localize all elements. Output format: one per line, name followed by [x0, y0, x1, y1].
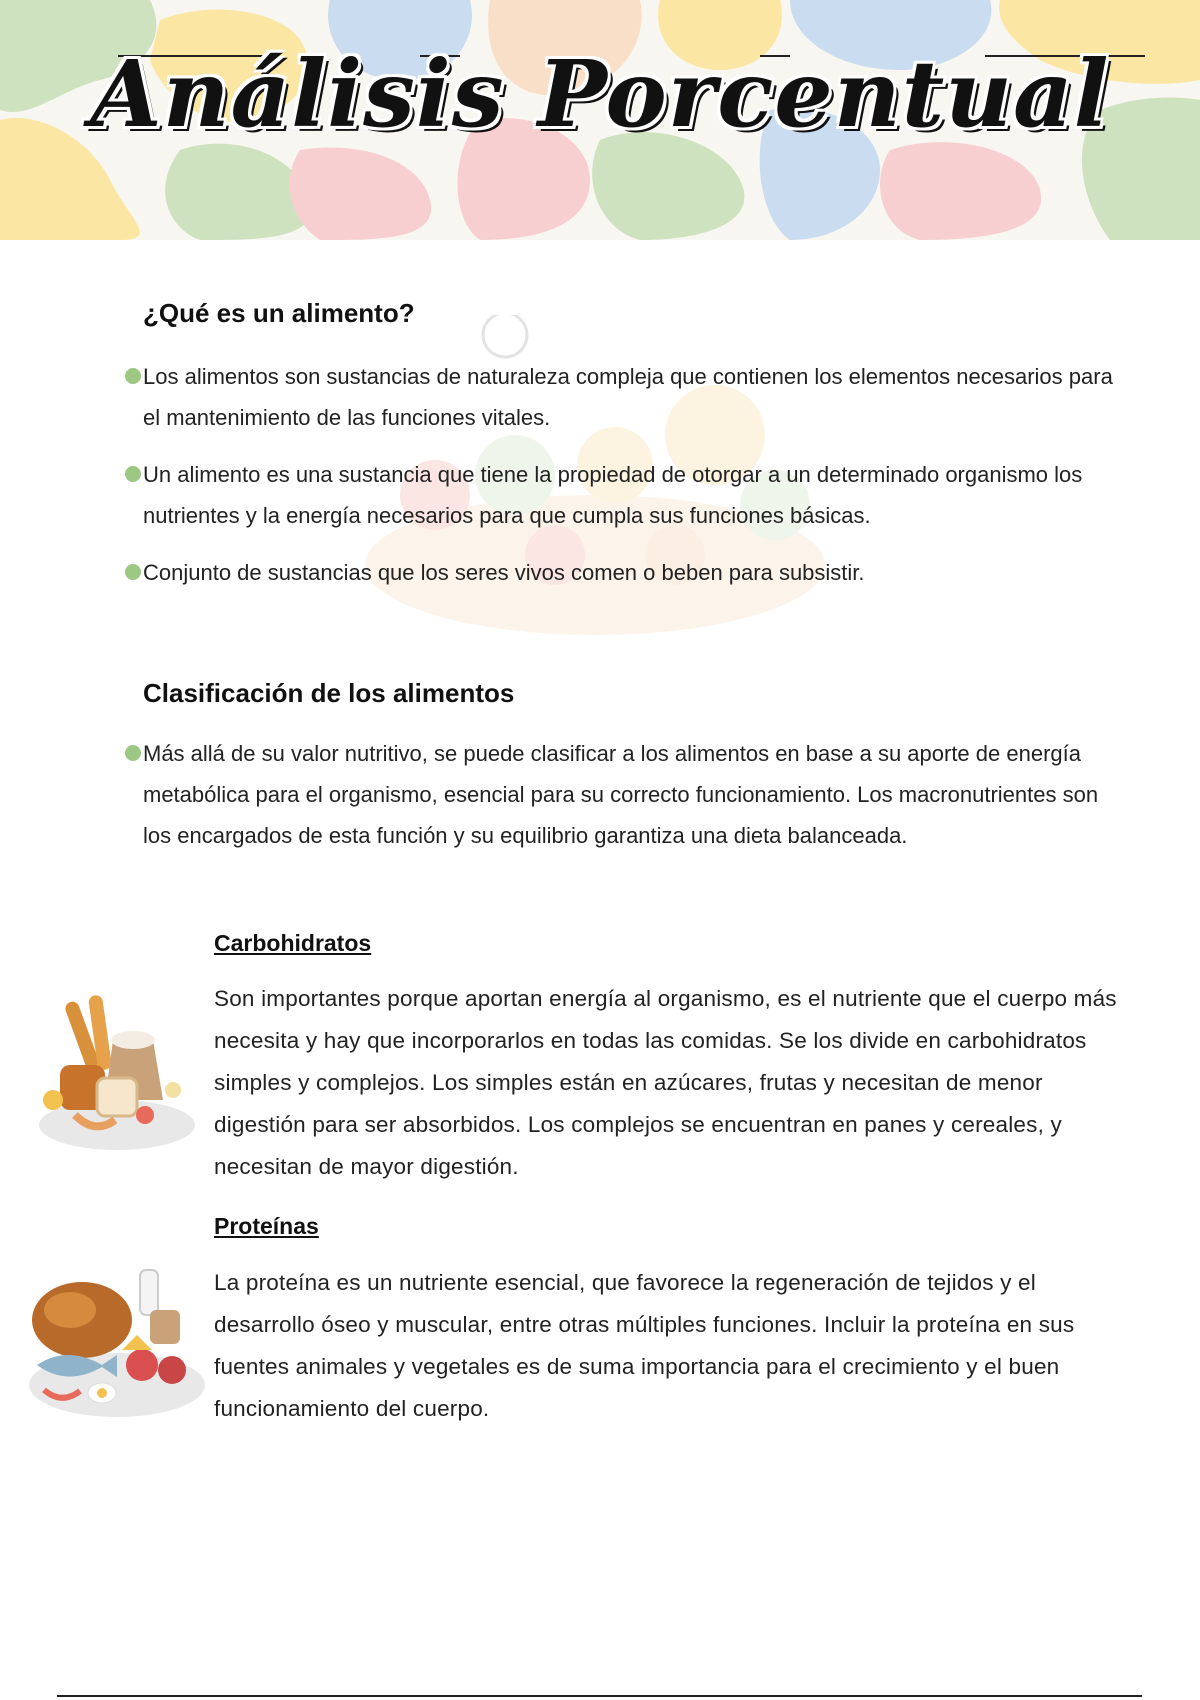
bullet-dot [125, 745, 141, 761]
paragraph-clasificacion-intro: Más allá de su valor nutritivo, se puede clasificar a los alimentos en base a su aporte de energía metabólica para el organismo, esencial para su correcto funcionamiento. Los macronutrientes son los encargados de esta función y su equilibrio garantiza una dieta balanceada. [143, 741, 1099, 848]
paragraph-bullet-3: Conjunto de sustancias que los seres vivos comen o beben para subsistir. [143, 560, 865, 585]
section-heading-que-es-alimento: ¿Qué es un alimento? [143, 298, 415, 328]
protein-foods-icon [22, 1265, 207, 1420]
paragraph-proteinas: La proteína es un nutriente esencial, que favorece la regeneración de tejidos y el desarrollo óseo y muscular, entre otras múltiples funciones. Incluir la proteína en sus fuentes animales y vegetales es de suma importancia para el crecimiento y el buen funcionamiento del cuerpo. [214, 1270, 1075, 1421]
bullet-dot [125, 368, 141, 384]
paragraph-bullet-1: Los alimentos son sustancias de naturaleza compleja que contienen los elementos necesarios para el mantenimiento de las funciones vitales. [143, 364, 1113, 430]
section-heading-clasificacion: Clasificación de los alimentos [143, 678, 515, 708]
page-title: Análisis Porcentual [90, 40, 1110, 148]
bullet-dot [125, 466, 141, 482]
subheading-proteinas: Proteínas [214, 1213, 319, 1239]
paragraph-bullet-2: Un alimento es una sustancia que tiene la propiedad de otorgar a un determinado organismo los nutrientes y la energía necesarios para que cumpla sus funciones básicas. [143, 462, 1083, 528]
bread-basket-icon [35, 990, 200, 1155]
footer-rule [57, 1695, 1142, 1697]
bullet-dot [125, 564, 141, 580]
paragraph-carbohidratos: Son importantes porque aportan energía al organismo, es el nutriente que el cuerpo más necesita y hay que incorporarlos en todas las comidas. Se los divide en carbohidratos simples y complejos. Los simples están en azúcares, frutas y necesitan de menor digestión para ser absorbidos. Los complejos se encuentran en panes y cereales, y necesitan de mayor digestión. [214, 986, 1117, 1179]
header-banner [0, 0, 1200, 240]
subheading-carbohidratos: Carbohidratos [214, 930, 372, 956]
